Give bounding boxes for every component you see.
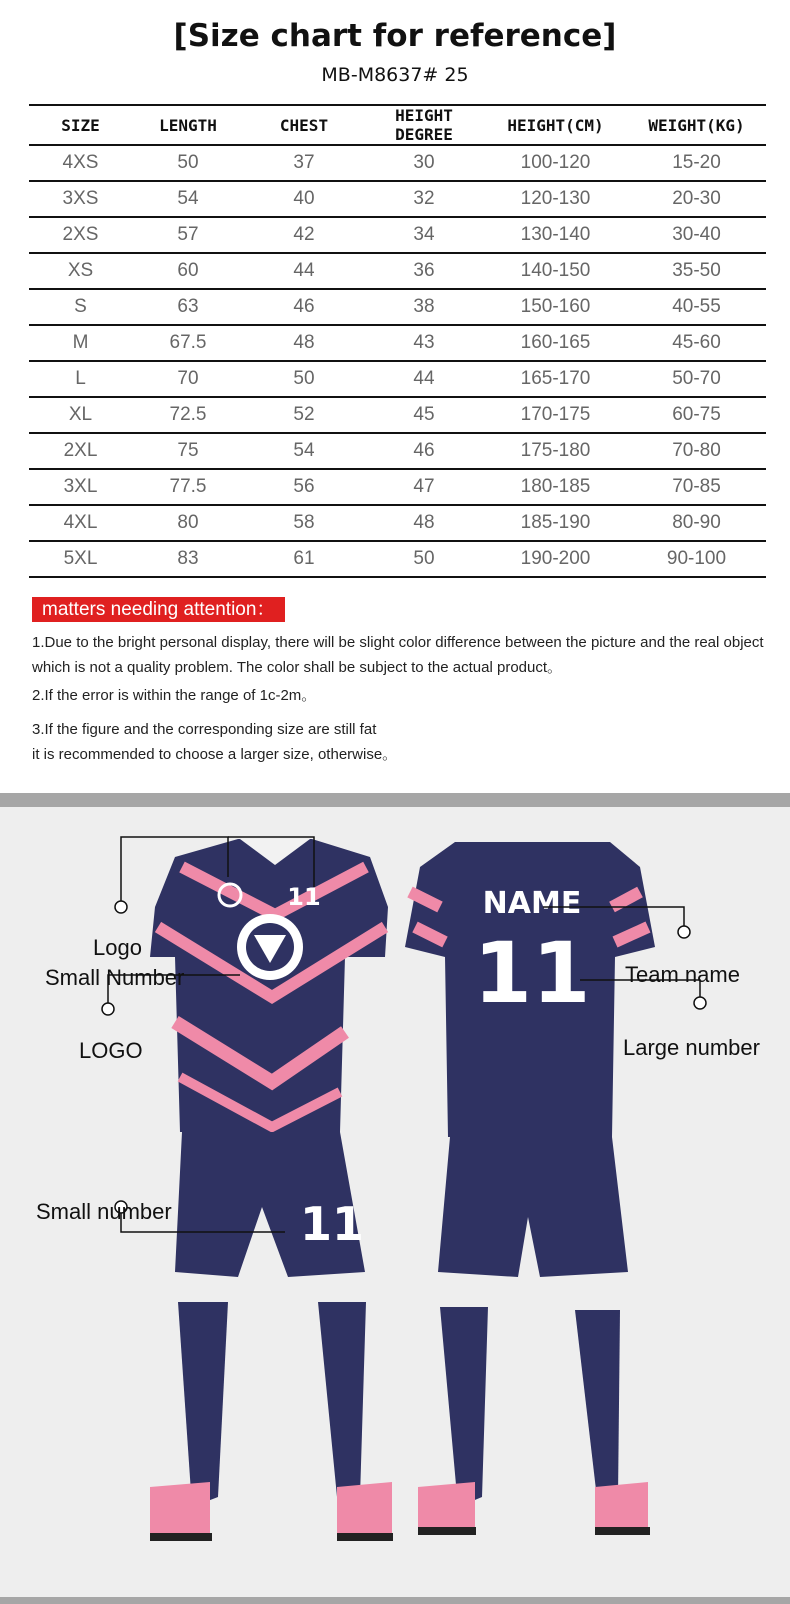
table-row: [29, 145, 766, 181]
column-header-size: SIZE: [29, 105, 132, 145]
sock-3: [418, 1307, 488, 1535]
divider-band-bottom: [0, 1597, 790, 1604]
table-cell: 37: [244, 145, 364, 181]
model-number: MB-M8637# 25: [321, 64, 469, 86]
table-cell: 83: [132, 541, 244, 577]
table-cell: 4XL: [29, 505, 132, 541]
sock-2: [318, 1302, 393, 1541]
note-3-line-1: 3.If the figure and the corresponding size are still fat: [32, 721, 377, 738]
table-cell: 40: [244, 181, 364, 217]
attention-label: matters needing attention：: [32, 597, 285, 622]
table-cell: 160-165: [484, 325, 627, 361]
table-cell: 180-185: [484, 469, 627, 505]
table-cell: 54: [132, 181, 244, 217]
front-small-number: 11: [287, 883, 321, 911]
table-cell: 43: [364, 325, 484, 361]
table-cell: 100-120: [484, 145, 627, 181]
table-cell: 48: [244, 325, 364, 361]
table-cell: 42: [244, 217, 364, 253]
table-header-row: [29, 105, 766, 145]
column-header-weight-kg: WEIGHT(KG): [627, 105, 766, 145]
sock-1: [150, 1302, 228, 1541]
table-cell: M: [29, 325, 132, 361]
table-cell: 170-175: [484, 397, 627, 433]
table-cell: 30-40: [627, 217, 766, 253]
table-cell: 20-30: [627, 181, 766, 217]
table-cell: 47: [364, 469, 484, 505]
table-cell: 4XS: [29, 145, 132, 181]
table-cell: 2XL: [29, 433, 132, 469]
table-cell: 34: [364, 217, 484, 253]
table-cell: 175-180: [484, 433, 627, 469]
table-cell: 185-190: [484, 505, 627, 541]
table-cell: 32: [364, 181, 484, 217]
table-cell: 61: [244, 541, 364, 577]
table-cell: 3XS: [29, 181, 132, 217]
callout-small-number-bottom: Small number: [36, 1199, 172, 1224]
table-cell: XL: [29, 397, 132, 433]
table-row: [29, 361, 766, 397]
table-cell: 67.5: [132, 325, 244, 361]
note-1-line-2: which is not a quality problem. The color shall be subject to the actual product。: [32, 659, 563, 676]
table-cell: 165-170: [484, 361, 627, 397]
table-cell: 77.5: [132, 469, 244, 505]
table-cell: 58: [244, 505, 364, 541]
table-cell: 54: [244, 433, 364, 469]
arc-reactor-logo-icon: [237, 914, 303, 980]
table-cell: 50: [244, 361, 364, 397]
table-cell: 46: [364, 433, 484, 469]
table-cell: 35-50: [627, 253, 766, 289]
table-cell: 150-160: [484, 289, 627, 325]
table-cell: 60-75: [627, 397, 766, 433]
table-cell: 30: [364, 145, 484, 181]
table-cell: 130-140: [484, 217, 627, 253]
sock-4: [575, 1310, 650, 1535]
table-cell: 80: [132, 505, 244, 541]
table-cell: 15-20: [627, 145, 766, 181]
callout-logo-large: LOGO: [79, 1038, 143, 1063]
table-row: [29, 253, 766, 289]
table-row: [29, 469, 766, 505]
table-row: [29, 541, 766, 577]
table-cell: 90-100: [627, 541, 766, 577]
column-header-height-cm: HEIGHT(CM): [484, 105, 627, 145]
table-cell: 48: [364, 505, 484, 541]
table-row: [29, 325, 766, 361]
table-cell: 190-200: [484, 541, 627, 577]
front-jersey: [150, 839, 388, 1132]
callout-logo: Logo: [93, 935, 142, 960]
table-cell: 56: [244, 469, 364, 505]
table-cell: 80-90: [627, 505, 766, 541]
table-cell: 36: [364, 253, 484, 289]
callout-team-name: Team name: [625, 962, 740, 987]
table-cell: 50-70: [627, 361, 766, 397]
table-cell: 45-60: [627, 325, 766, 361]
table-cell: 40-55: [627, 289, 766, 325]
table-cell: S: [29, 289, 132, 325]
table-cell: 50: [132, 145, 244, 181]
column-header-height-degree: HEIGHT DEGREE: [364, 105, 484, 145]
table-row: [29, 289, 766, 325]
table-cell: 75: [132, 433, 244, 469]
table-cell: 63: [132, 289, 244, 325]
back-team-name: NAME: [482, 886, 582, 921]
table-cell: 44: [244, 253, 364, 289]
callout-small-number-top: Small Number: [45, 965, 185, 990]
table-cell: 140-150: [484, 253, 627, 289]
table-cell: 70-80: [627, 433, 766, 469]
back-large-number: 11: [473, 924, 591, 1022]
divider-band: [0, 793, 790, 807]
table-cell: XS: [29, 253, 132, 289]
table-cell: 60: [132, 253, 244, 289]
table-cell: 50: [364, 541, 484, 577]
table-cell: 45: [364, 397, 484, 433]
table-cell: 38: [364, 289, 484, 325]
callout-large-number: Large number: [623, 1035, 760, 1060]
table-cell: 70-85: [627, 469, 766, 505]
size-chart-table: [29, 104, 766, 578]
back-shorts: [438, 1137, 628, 1277]
table-cell: 44: [364, 361, 484, 397]
table-cell: 52: [244, 397, 364, 433]
table-cell: 72.5: [132, 397, 244, 433]
table-cell: 2XS: [29, 217, 132, 253]
table-cell: L: [29, 361, 132, 397]
shorts-number: 11: [299, 1197, 365, 1251]
note-3-line-2: it is recommended to choose a larger size, otherwise。: [32, 746, 398, 763]
table-cell: 46: [244, 289, 364, 325]
table-cell: 3XL: [29, 469, 132, 505]
column-header-chest: CHEST: [244, 105, 364, 145]
table-cell: 70: [132, 361, 244, 397]
table-row: [29, 433, 766, 469]
table-cell: 120-130: [484, 181, 627, 217]
page-title: [Size chart for reference]: [173, 18, 617, 54]
table-row: [29, 397, 766, 433]
table-row: [29, 217, 766, 253]
note-2: 2.If the error is within the range of 1c-2m。: [32, 687, 317, 704]
table-row: [29, 505, 766, 541]
note-1-line-1: 1.Due to the bright personal display, there will be slight color difference between the picture and the real object: [32, 634, 764, 651]
column-header-length: LENGTH: [132, 105, 244, 145]
table-cell: 57: [132, 217, 244, 253]
table-cell: 5XL: [29, 541, 132, 577]
table-row: [29, 181, 766, 217]
